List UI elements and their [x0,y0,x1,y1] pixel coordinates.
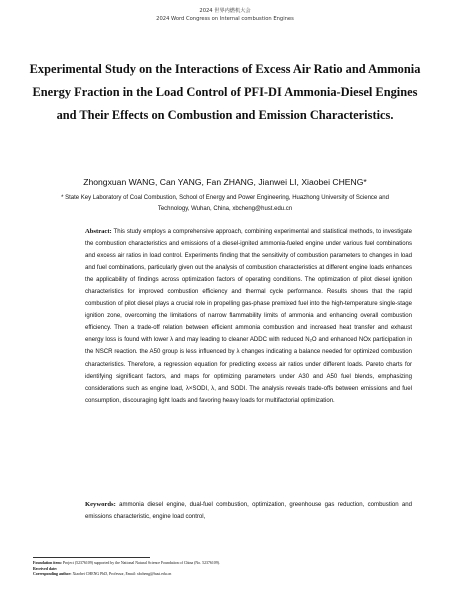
corresponding-author-note [33,572,423,578]
keywords [85,499,412,523]
funding-label: Foundation item: [33,561,62,565]
funding-text: Project (52376109) supported by the National Natural Science Foundation of China (No. 52376109). [62,561,220,565]
keywords-text: ammonia diesel engine, dual-fuel combustion, optimization, greenhouse gas reduction, combustion and emissions characteristic, engine load control, [85,502,412,521]
received-label: Received date: [33,566,58,571]
corresponding-text: Xiaobei CHENG PhD, Professor, Email: xbcheng@hust.edu.cn [72,572,172,577]
abstract [85,226,412,407]
footnote-divider [33,557,150,558]
abstract-text: This study employs a comprehensive approach, combining experimental and statistical methods, to investigate the combustion characteristics and emissions of a diesel-ignited ammonia-fueled engine under various fuel combinations and excess air ratios in load control. Experiments finding that the sensitivity of combustion parameters to changes in load and fuel combinations, particularly given out the analysis of combustion characteristics at different engine loads enhances the applicability of findings across optimization factors of operating conditions. The optimization of pilot diesel ignition characteristics for improved combustion efficiency and thermal cycle performance. Results shows that the rapid combustion of pilot diesel plays a crucial role in propelling gas-phase premixed fuel into the high-temperature single-stage ignition zone, overcoming the limitations of narrow flammability limits of ammonia and enhancing overall combustion efficiency. Then a trade-off relation between efficient ammonia combustion and increased heat transfer and exhaust energy loss is found with lower λ and may leading to cleaner ADDC with reduced N₂O and enhanced NOx participation in the NSCR reaction. the A50 group is less influenced by λ changes indicating a balance needed for optimized combustion characteristics. Therefore, a regression equation for predicting excess air ratios under different loads. Pareto charts for identifying significant factors, and maps for optimizing parameters under A30 and A50 fuel blends, emphasizing considerations such as engine load, λ×SODI, λ, and SODI. The analysis reveals trade-offs between emissions and fuel consumption, discouraging light loads and favoring heavy loads for multifactorial optimization. [85,229,412,404]
conference-name-english: 2024 Word Congress on Internal combustion Engines [156,15,294,22]
paper-title: Experimental Study on the Interactions of Excess Air Ratio and Ammonia Energy Fraction in the Load Control of PFI-DI Ammonia-Diesel Engines and Their Effects on Combustion and Emission Characteristics. [29,62,421,122]
affiliation: * State Key Laboratory of Coal Combustion, School of Energy and Power Engineering, Huazhong University of Science and Technology, Wuhan, China, xbcheng@hust.edu.cn [61,195,389,212]
conference-name-chinese: 2024 世界内燃机大会 [199,8,251,14]
author-list: Zhongxuan WANG, Can YANG, Fan ZHANG, Jianwei LI, Xiaobei CHENG* [83,177,367,187]
corresponding-label: Corresponding author: [33,572,72,577]
abstract-label: Abstract: [85,228,112,235]
conference-header [0,8,450,23]
footnotes [33,561,423,578]
keywords-label: Keywords: [85,501,116,508]
